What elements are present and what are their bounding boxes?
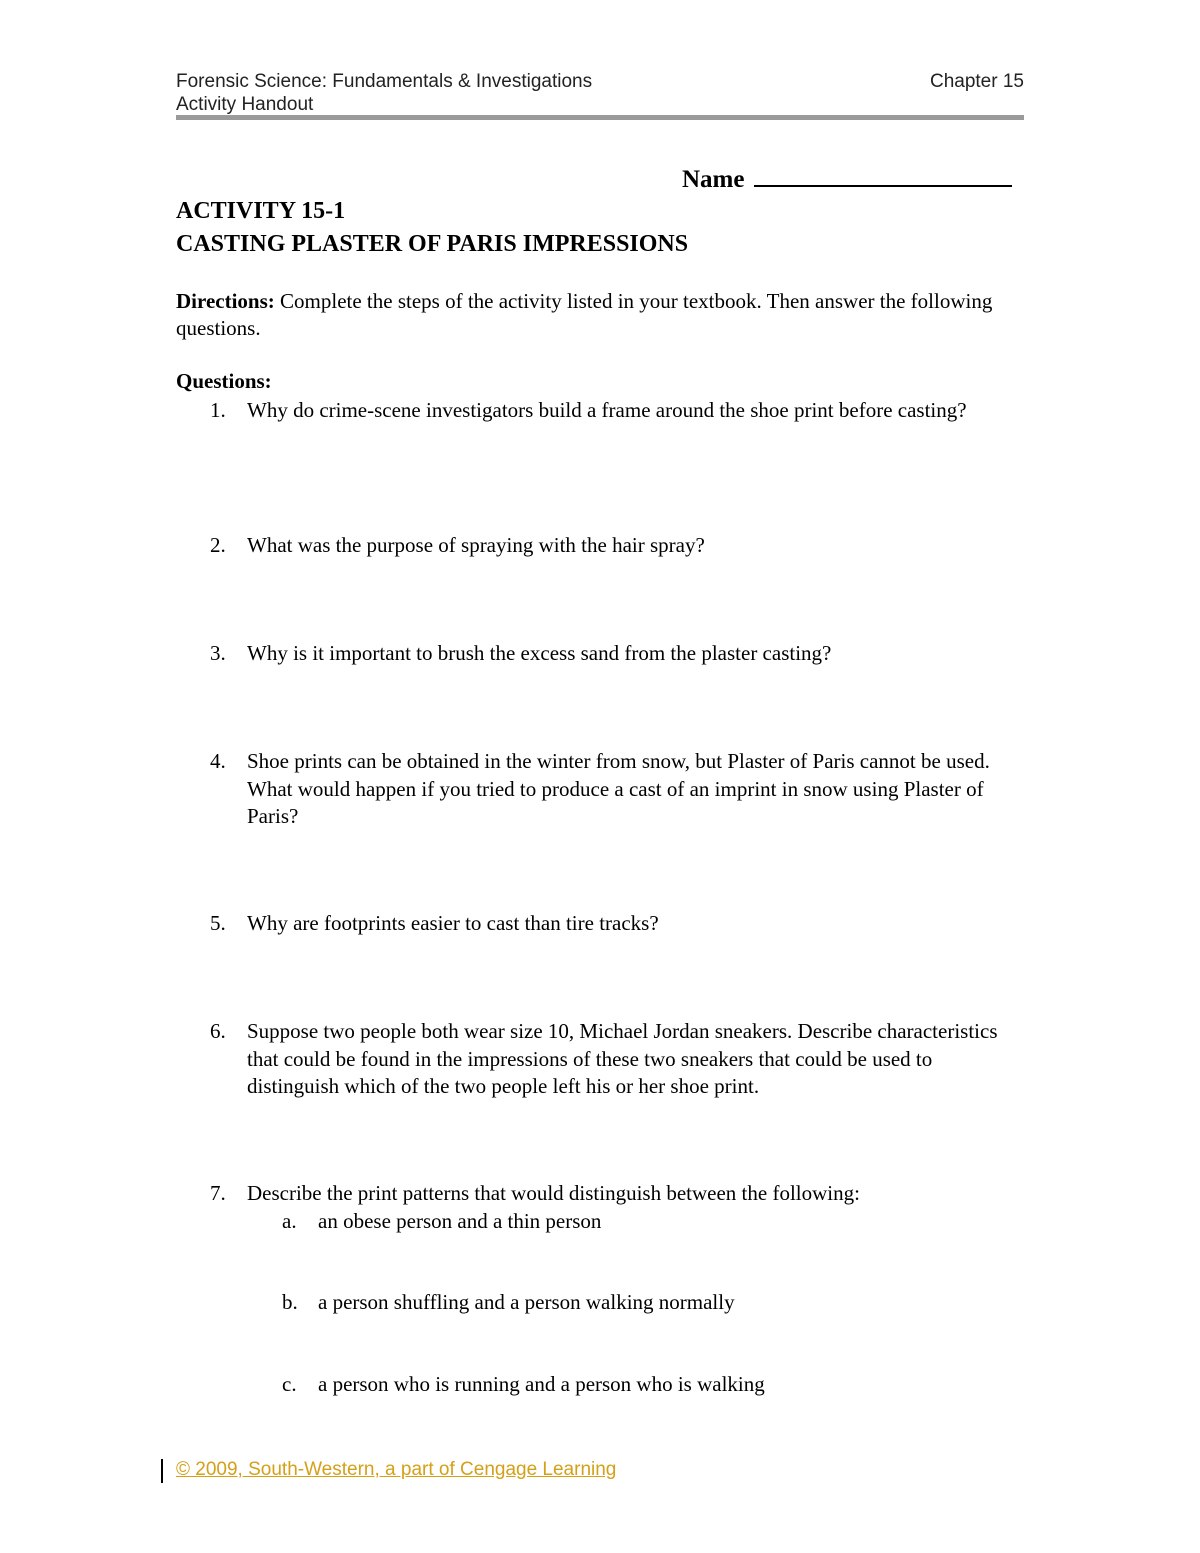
subquestion-letter: a. [282, 1209, 297, 1233]
directions-text: Complete the steps of the activity listed in your textbook. Then answer the following questions. [176, 289, 993, 340]
question-text: Why are footprints easier to cast than tire tracks? [247, 911, 659, 935]
directions-label: Directions: [176, 289, 275, 313]
question-item [176, 397, 1016, 425]
subquestion-letter: b. [282, 1290, 298, 1314]
name-label: Name [682, 166, 745, 193]
question-number: 1. [210, 398, 226, 422]
question-number: 3. [210, 641, 226, 665]
copyright-link[interactable]: © 2009, South-Western, a part of Cengage Learning [176, 1459, 617, 1480]
header-subtitle: Activity Handout [176, 94, 314, 115]
subquestion-text: a person who is running and a person who is walking [318, 1372, 765, 1396]
question-number: 2. [210, 533, 226, 557]
subquestion-item [176, 1371, 1016, 1398]
subquestion-text: an obese person and a thin person [318, 1209, 602, 1233]
name-blank-line[interactable] [754, 163, 1012, 187]
question-text: Shoe prints can be obtained in the winter from snow, but Plaster of Paris cannot be used. What would happen if you tried to produce a cast of an imprint in snow using Plaster of Paris? [247, 749, 990, 828]
question-item [176, 640, 1016, 668]
questions-heading: Questions: [176, 369, 272, 393]
subquestion-item [176, 1208, 1016, 1235]
header-divider [176, 115, 1024, 120]
question-number: 6. [210, 1019, 226, 1043]
question-item [176, 1018, 1016, 1101]
question-number: 4. [210, 749, 226, 773]
question-text: Describe the print patterns that would distinguish between the following: [247, 1181, 860, 1205]
subquestion-text: a person shuffling and a person walking normally [318, 1290, 735, 1314]
subquestion-letter: c. [282, 1372, 297, 1396]
directions [176, 288, 1016, 342]
question-text: Why is it important to brush the excess sand from the plaster casting? [247, 641, 832, 665]
header-chapter: Chapter 15 [929, 71, 1024, 92]
header-title: Forensic Science: Fundamentals & Investigations [176, 71, 593, 92]
question-text: What was the purpose of spraying with the hair spray? [247, 533, 705, 557]
question-text: Why do crime-scene investigators build a frame around the shoe print before casting? [247, 398, 967, 422]
activity-number: ACTIVITY 15-1 [176, 198, 346, 224]
question-item [176, 1180, 1016, 1208]
activity-heading [176, 195, 688, 261]
question-item [176, 748, 1016, 831]
page-header [176, 70, 1024, 116]
subquestion-item [176, 1289, 1016, 1316]
question-text: Suppose two people both wear size 10, Michael Jordan sneakers. Describe characteristics that could be found in the impressions of these two sneakers that could be used to distinguish which of the two people left his or her shoe print. [247, 1019, 998, 1098]
name-field [682, 163, 1012, 194]
footer-margin-bar [161, 1459, 163, 1483]
question-number: 5. [210, 911, 226, 935]
question-item [176, 910, 1016, 938]
activity-title: CASTING PLASTER OF PARIS IMPRESSIONS [176, 231, 689, 257]
question-number: 7. [210, 1181, 226, 1205]
question-item [176, 532, 1016, 560]
